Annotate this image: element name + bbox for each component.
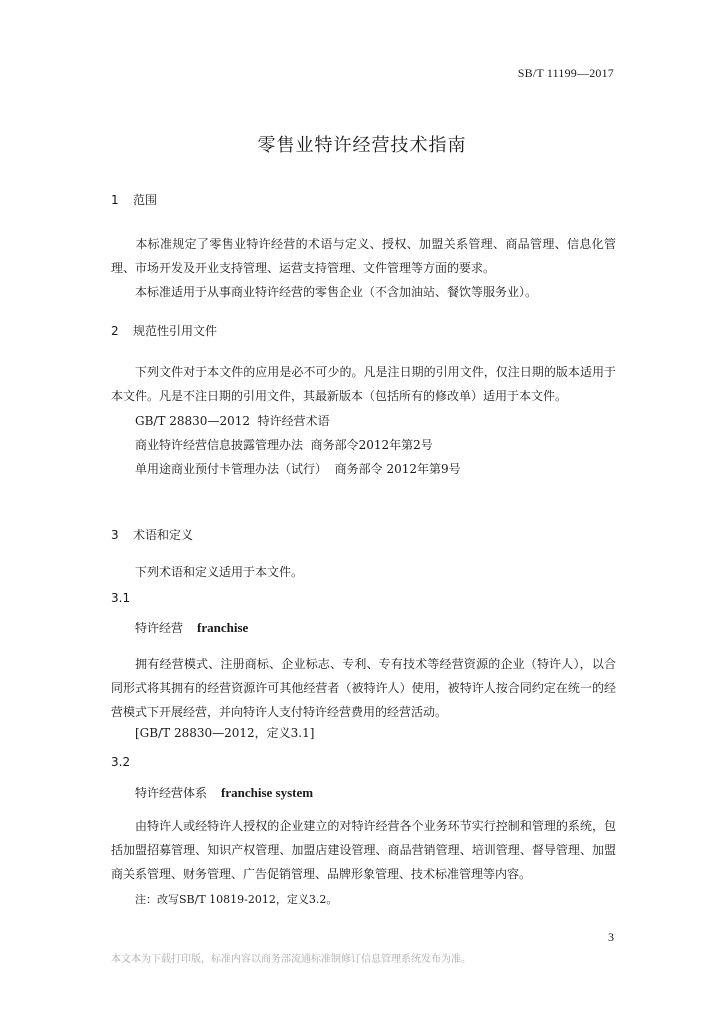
section-title: 术语和定义 bbox=[133, 528, 194, 542]
standard-number: SB/T 11199—2017 bbox=[517, 66, 614, 80]
section-number: 3 bbox=[111, 528, 119, 542]
section-number: 2 bbox=[111, 324, 119, 338]
section-heading-terms bbox=[111, 526, 193, 543]
term-en: franchise bbox=[197, 620, 249, 635]
term-definition: 由特许人或经特许人授权的企业建立的对特许经营各个业务环节实行控制和管理的系统，包括加盟招募管理、知识产权管理、加盟店建设管理、商品营销管理、培训管理、督导管理、加盟商关系管理、财务管理、广告促销管理、品牌形象管理、技术标准管理等内容。 bbox=[111, 819, 616, 881]
scope-paragraph-1: 本标准规定了零售业特许经营的术语与定义、授权、加盟关系管理、商品管理、信息化管理、市场开发及开业支持管理、运营支持管理、文件管理等方面的要求。 bbox=[111, 237, 616, 275]
section-title: 规范性引用文件 bbox=[133, 324, 218, 338]
clause-number: 3.2 bbox=[111, 755, 131, 769]
section-title: 范围 bbox=[133, 193, 158, 207]
references-paragraph: 下列文件对于本文件的应用是必不可少的。凡是注日期的引用文件，仅注日期的版本适用于本文件。凡是不注日期的引用文件，其最新版本（包括所有的修改单）适用于本文件。 bbox=[111, 365, 616, 403]
section-heading-normative-references bbox=[111, 322, 217, 339]
terms-intro: 下列术语和定义适用于本文件。 bbox=[135, 565, 304, 579]
footer-disclaimer: 本文本为下载打印版，标准内容以商务部流通标准制修订信息管理系统发布为准。 bbox=[111, 954, 471, 965]
document-title: 零售业特许经营技术指南 bbox=[257, 135, 467, 156]
term-en: franchise system bbox=[221, 785, 314, 800]
reference-item: 单用途商业预付卡管理办法（试行） 商务部令 2012年第9号 bbox=[135, 462, 461, 476]
term-entry bbox=[135, 784, 313, 801]
reference-item: 商业特许经营信息披露管理办法 商务部令2012年第2号 bbox=[135, 438, 433, 452]
scope-paragraph-2: 本标准适用于从事商业特许经营的零售企业（不含加油站、餐饮等服务业）。 bbox=[135, 285, 538, 299]
page-number: 3 bbox=[608, 930, 614, 944]
clause-number: 3.1 bbox=[111, 591, 131, 605]
term-source: [GB/T 28830—2012，定义3.1] bbox=[135, 726, 315, 740]
section-heading-scope bbox=[111, 191, 157, 208]
term-definition: 拥有经营模式、注册商标、企业标志、专利、专有技术等经营资源的企业（特许人），以合同形式将其拥有的经营资源许可其他经营者（被特许人）使用，被特许人按合同约定在统一的经营模式下开展经营，并向特许人支付特许经营费用的经营活动。 bbox=[111, 657, 616, 719]
term-zh: 特许经营 bbox=[135, 621, 184, 635]
term-zh: 特许经营体系 bbox=[135, 786, 208, 800]
section-number: 1 bbox=[111, 193, 119, 207]
term-entry bbox=[135, 619, 248, 636]
term-note: 注：改写SB/T 10819-2012，定义3.2。 bbox=[135, 893, 338, 906]
reference-item: GB/T 28830—2012 特许经营术语 bbox=[135, 414, 330, 428]
